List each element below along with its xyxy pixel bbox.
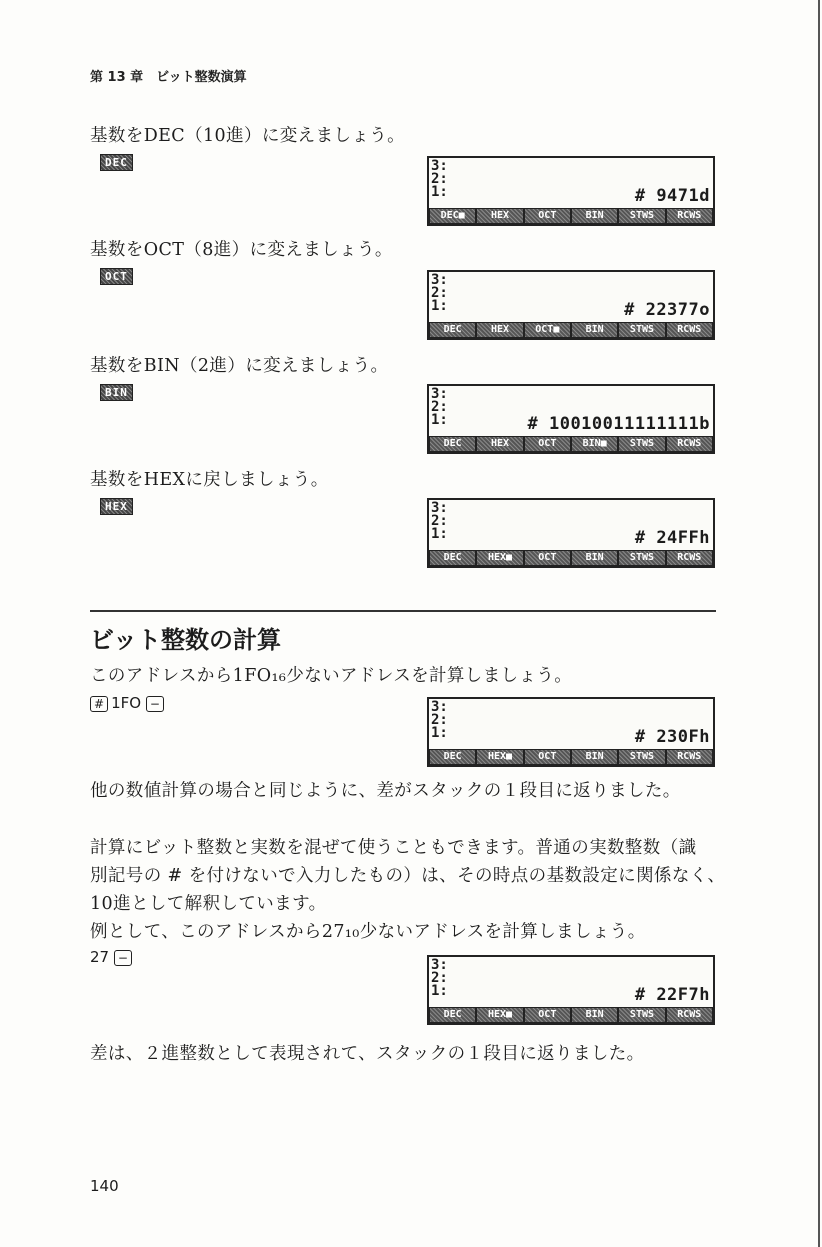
stack-level-3: 3: xyxy=(431,957,448,973)
menu-stws: STWS xyxy=(619,323,664,337)
stack-level-1: 1: xyxy=(431,412,448,428)
softkey-menu xyxy=(429,749,713,765)
softkey-menu xyxy=(429,208,713,224)
menu-hex: HEX xyxy=(477,323,522,337)
minus-key: − xyxy=(146,696,164,712)
menu-oct: OCT xyxy=(525,209,570,223)
stack-value: # 22377o xyxy=(624,300,710,320)
paragraph-line-4: 例として、このアドレスから27₁₀少ないアドレスを計算しましょう。 xyxy=(90,922,646,942)
page-number: 140 xyxy=(90,1177,119,1195)
stack-level-2: 2: xyxy=(431,285,448,301)
stack-level-1: 1: xyxy=(431,184,448,200)
stack-level-2: 2: xyxy=(431,399,448,415)
instruction-dec: 基数をDEC（10進）に変えましょう。 xyxy=(90,126,406,146)
instruction-hex: 基数をHEXに戻しましょう。 xyxy=(90,470,329,490)
chapter-header: 第 13 章 ビット整数演算 xyxy=(90,70,247,85)
softkey-bin: BIN xyxy=(100,384,133,401)
menu-dec: DEC xyxy=(430,437,475,451)
menu-hex: HEX xyxy=(477,437,522,451)
stack-level-3: 3: xyxy=(431,158,448,174)
menu-oct: OCT xyxy=(525,1008,570,1022)
stack-level-1: 1: xyxy=(431,526,448,542)
menu-rcws: RCWS xyxy=(667,323,712,337)
stack-level-2: 2: xyxy=(431,171,448,187)
menu-oct: OCT xyxy=(525,750,570,764)
result-text-2: 差は、２進整数として表現されて、スタックの１段目に返りました。 xyxy=(90,1044,645,1064)
keystrokes-2 xyxy=(90,948,135,966)
menu-stws: STWS xyxy=(619,551,664,565)
menu-bin: BIN xyxy=(572,551,617,565)
softkey-dec: DEC xyxy=(100,154,133,171)
menu-rcws: RCWS xyxy=(667,209,712,223)
menu-dec: DEC xyxy=(430,1008,475,1022)
stack-level-1: 1: xyxy=(431,983,448,999)
stack-level-3: 3: xyxy=(431,699,448,715)
stack-level-1: 1: xyxy=(431,725,448,741)
stack-level-3: 3: xyxy=(431,500,448,516)
menu-rcws: RCWS xyxy=(667,551,712,565)
stack-level-2: 2: xyxy=(431,970,448,986)
calculator-display-oct xyxy=(427,270,715,340)
softkey-menu xyxy=(429,436,713,452)
stack-value: # 9471d xyxy=(634,186,710,206)
page-edge xyxy=(818,0,820,1247)
stack-value: # 230Fh xyxy=(634,727,710,747)
instruction-bin: 基数をBIN（2進）に変えましょう。 xyxy=(90,356,389,376)
menu-bin: BIN xyxy=(572,323,617,337)
softkey-hex: HEX xyxy=(100,498,133,515)
stack-level-1: 1: xyxy=(431,298,448,314)
menu-rcws: RCWS xyxy=(667,1008,712,1022)
calculator-display-bin xyxy=(427,384,715,454)
menu-oct: OCT■ xyxy=(525,323,570,337)
menu-hex: HEX■ xyxy=(477,551,522,565)
instruction-oct: 基数をOCT（8進）に変えましょう。 xyxy=(90,240,393,260)
stack-value: # 22F7h xyxy=(634,985,710,1005)
menu-dec: DEC xyxy=(430,323,475,337)
section-title: ビット整数の計算 xyxy=(90,626,282,654)
menu-oct: OCT xyxy=(525,437,570,451)
menu-hex: HEX■ xyxy=(477,750,522,764)
softkey-menu xyxy=(429,550,713,566)
keystrokes-1 xyxy=(90,694,167,712)
hash-key: # xyxy=(90,696,108,712)
section-intro: このアドレスから1FO₁₆少ないアドレスを計算しましょう。 xyxy=(90,666,573,686)
menu-oct: OCT xyxy=(525,551,570,565)
menu-rcws: RCWS xyxy=(667,437,712,451)
menu-bin: BIN xyxy=(572,209,617,223)
menu-hex: HEX■ xyxy=(477,1008,522,1022)
calculator-display-hex xyxy=(427,498,715,568)
menu-bin: BIN■ xyxy=(572,437,617,451)
minus-key: − xyxy=(114,950,132,966)
menu-dec: DEC■ xyxy=(430,209,475,223)
menu-bin: BIN xyxy=(572,1008,617,1022)
stack-value: # 24FFh xyxy=(634,528,710,548)
menu-hex: HEX xyxy=(477,209,522,223)
calculator-display-result-2 xyxy=(427,955,715,1025)
softkey-menu xyxy=(429,1007,713,1023)
paragraph-line-2: 別記号の # を付けないで入力したもの）は、その時点の基数設定に関係なく、 xyxy=(90,866,726,886)
calculator-display-result-1 xyxy=(427,697,715,767)
menu-dec: DEC xyxy=(430,551,475,565)
stack-level-2: 2: xyxy=(431,513,448,529)
menu-stws: STWS xyxy=(619,1008,664,1022)
stack-level-3: 3: xyxy=(431,386,448,402)
menu-stws: STWS xyxy=(619,750,664,764)
menu-stws: STWS xyxy=(619,437,664,451)
paragraph-line-3: 10進として解釈しています。 xyxy=(90,894,327,914)
softkey-menu xyxy=(429,322,713,338)
menu-dec: DEC xyxy=(430,750,475,764)
keystroke-text: 27 xyxy=(90,948,110,966)
section-divider xyxy=(90,610,716,612)
menu-rcws: RCWS xyxy=(667,750,712,764)
stack-level-2: 2: xyxy=(431,712,448,728)
keystroke-text: 1FO xyxy=(111,694,142,712)
result-text-1: 他の数値計算の場合と同じように、差がスタックの１段目に返りました。 xyxy=(90,781,681,801)
menu-bin: BIN xyxy=(572,750,617,764)
stack-value: # 10010011111111b xyxy=(527,414,710,434)
menu-stws: STWS xyxy=(619,209,664,223)
calculator-display-dec xyxy=(427,156,715,226)
paragraph-line-1: 計算にビット整数と実数を混ぜて使うこともできます。普通の実数整数（識 xyxy=(90,838,697,858)
softkey-oct: OCT xyxy=(100,268,133,285)
stack-level-3: 3: xyxy=(431,272,448,288)
